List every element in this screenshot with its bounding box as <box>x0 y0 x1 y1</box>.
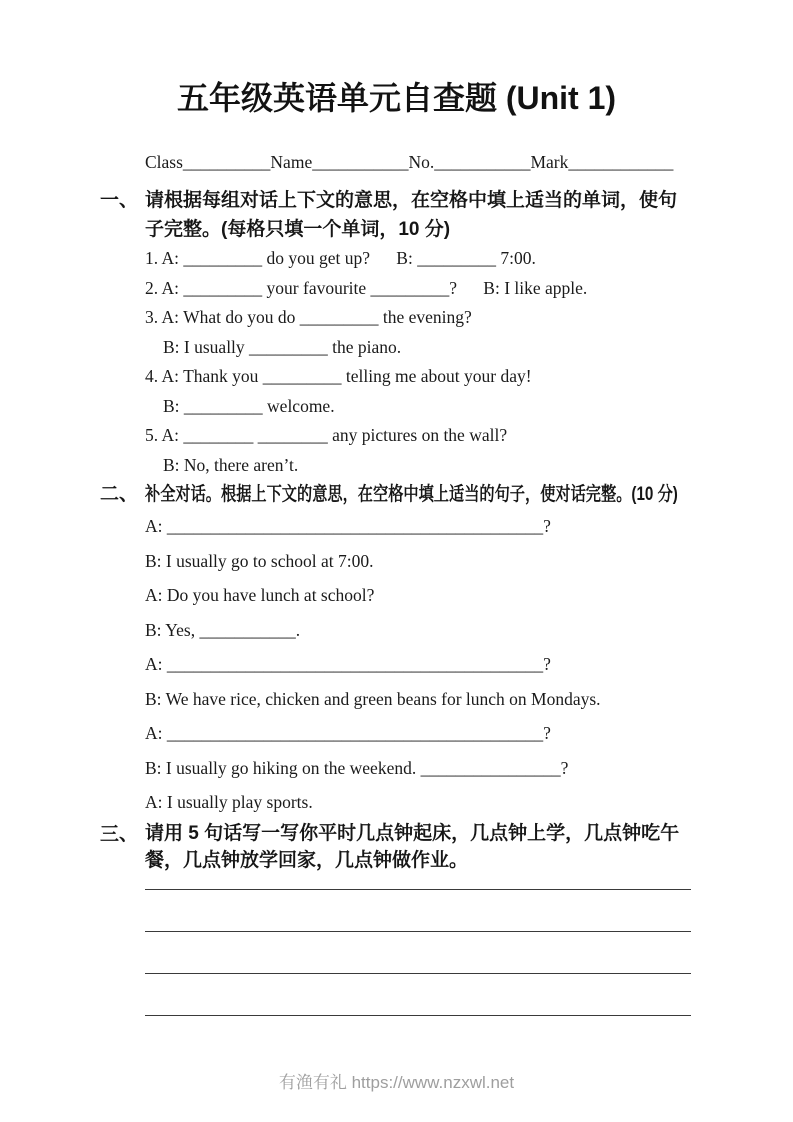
section-two-content <box>145 480 693 820</box>
question-line-4b: B: _________ welcome. <box>163 395 335 416</box>
dialogue-line-9: A: I usually play sports. <box>145 792 313 812</box>
dialogue-line-3: A: Do you have lunch at school? <box>145 585 375 605</box>
writing-area <box>145 874 691 1016</box>
section-two <box>100 480 693 820</box>
student-info-line: Class__________Name___________No.___________Mark____________ <box>145 152 674 172</box>
question-line-3a: 3. A: What do you do _________ the evening? <box>145 307 472 327</box>
dialogue-line-5: A: ___________________________________________? <box>145 654 551 674</box>
writing-line-4 <box>145 974 691 1016</box>
writing-line-1 <box>145 874 691 890</box>
section-three-number: 三、 <box>100 823 139 845</box>
dialogue-line-7: A: ___________________________________________? <box>145 723 551 743</box>
question-line-2: 2. A: _________ your favourite _________? B: I like apple. <box>145 277 588 298</box>
writing-line-2 <box>145 890 691 932</box>
dialogue-line-2: B: I usually go to school at 7:00. <box>145 550 374 571</box>
section-one-number: 一、 <box>100 190 139 211</box>
section-three-content <box>145 820 693 1016</box>
page-title: 五年级英语单元自查题 (Unit 1) <box>176 80 617 116</box>
question-line-1: 1. A: _________ do you get up? B: _________ 7:00. <box>145 248 536 268</box>
dialogue-line-6: B: We have rice, chicken and green beans for lunch on Mondays. <box>145 688 601 709</box>
footer-watermark: 有渔有礼 https://www.nzxwl.net <box>278 1073 515 1092</box>
section-two-instruction: 补全对话。根据上下文的意思，在空格中填上适当的句子，使对话完整。(10 分) <box>145 484 678 505</box>
dialogue-line-8: B: I usually go hiking on the weekend. ________________? <box>145 757 569 778</box>
section-one-instruction: 请根据每组对话上下文的意思，在空格中填上适当的单词，使句子完整。(每格只填一个单词，10 分) <box>145 190 678 240</box>
section-three <box>100 820 693 1016</box>
dialogue-line-4: B: Yes, ___________. <box>145 619 301 640</box>
section-two-number: 二、 <box>100 484 139 505</box>
question-line-3b: B: I usually _________ the piano. <box>163 336 402 357</box>
section-one-content <box>145 186 693 480</box>
writing-line-3 <box>145 932 691 974</box>
section-one <box>100 186 693 480</box>
question-line-5a: 5. A: ________ ________ any pictures on the wall? <box>145 425 508 445</box>
section-three-instruction: 请用 5 句话写一写你平时几点钟起床，几点钟上学，几点钟吃午餐，几点钟放学回家，几点钟做作业。 <box>145 822 680 871</box>
question-line-4a: 4. A: Thank you _________ telling me about your day! <box>145 366 532 386</box>
question-line-5b: B: No, there aren’t. <box>163 454 299 475</box>
dialogue-line-1: A: ___________________________________________? <box>145 516 551 536</box>
